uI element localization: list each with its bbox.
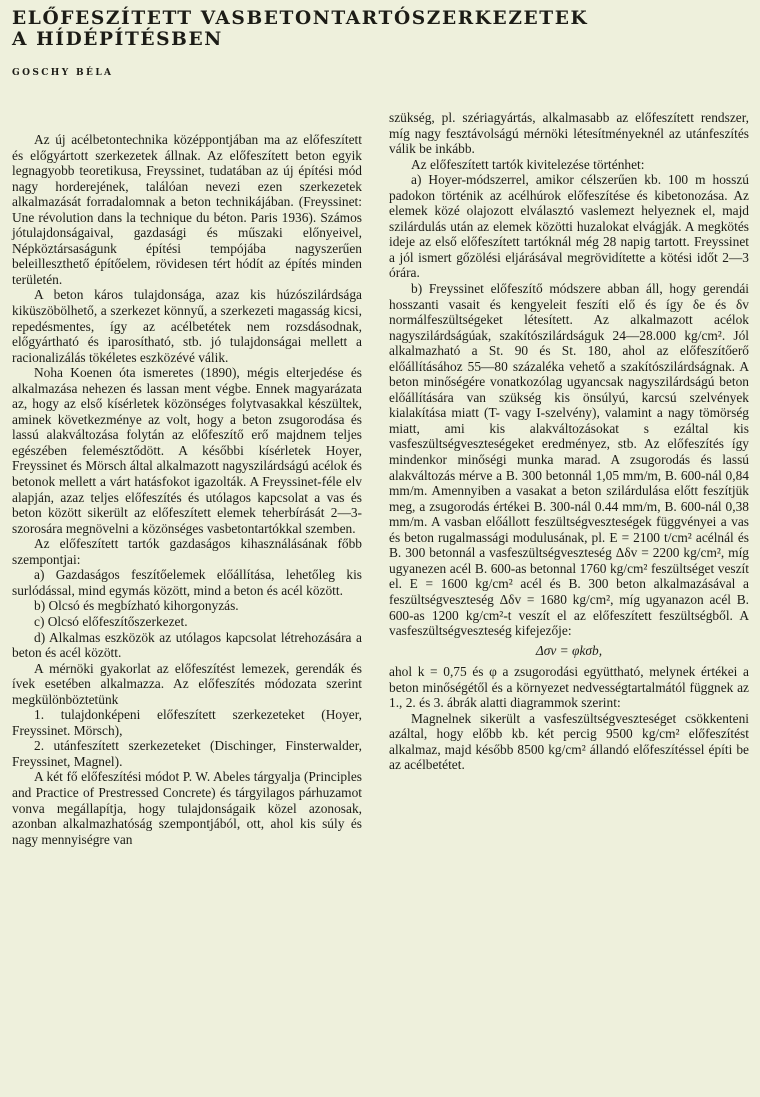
- list-item: b) Freyssinet előfeszítő módszere abban áll, hogy gerendái hosszanti vasait és kengyeleit feszíti elő és így δe és δv normálfeszültségeket létesített. Az alkalmazott acélok nagyszilárdságúak, szakítószilárdságuk 24—28.000 kg/cm². Jól alkalmazható a St. 90 és St. 180, ahol az előfeszítőerő előállításához 55—80 százaléka vehető a szakítószilárdságnak. A beton minőségére vonatkozólag ugyancsak nagyszilárdságú beton előállítására van szükség kis önsúlyú, karcsú szelvények kialakítása miatt (T- vagy I-szelvény), valamint a nagy tömörség miatt, ami kis alakváltozásokat s ezáltal kis vasfeszültségveszteségeket eredményez, stb. Az előfeszítés így mindenkor minőségi munka marad. A zsugorodás és lassú alakváltozás mérve a B. 300 betonnál 1,05 mm/m, B. 600-nál 0,84 mm/m. Amennyiben a vasakat a beton szilárdulása előtt feszítjük meg, a zsugorodás értékei B. 300-nál 0.44 mm/m, B. 600-nál 0,38 mm/m. A vasban előállott feszültségveszteségek függvényei a vas és beton rugalmassági modulusának, pl. E = 2100 t/cm² acélnál és B. 300 betonnál a vasfeszültségveszteség Δδv = 2200 kg/cm², míg ugyanezen acél B. 600-as betonnal 1760 kg/cm² feszültséget veszít el. E = 1600 kg/cm² acél és B. 300 beton alkalmazásával a feszültségveszteség Δδv = 1680 kg/cm², míg ugyanazon acél B. 600-as 1200 kg/cm²-t veszít el az előfeszített feszültségből. A vasfeszültségveszteség kifejezője:: [389, 281, 749, 639]
- list-item: a) Gazdaságos feszítőelemek előállítása, lehetőleg kis surlódással, mind egymás között, mind a beton és acél között.: [12, 567, 362, 598]
- formula: Δσv = φkσb,: [535, 642, 603, 658]
- article-title: [12, 8, 752, 50]
- paragraph: Noha Koenen óta ismeretes (1890), mégis elterjedése és alkalmazása nehezen és lassan ment végbe. Ennek magyarázata az, hogy az első kísérletek közönséges folytvasakkal készültek, aminek következménye az volt, hogy a beton zsugorodása és lassú alakváltozása folytán az előfeszítő erő majdnem teljes egészében felemésztődött. A későbbi kísérletek Hoyer, Freyssinet és Mörsch által alkalmazott nagyszilárdságú acélok és betonok mellett a várt hatásfokot igazolták. A Freyssinet-féle elv alapján, azaz teljes előfeszítés és utólagos kapcsolat a vas és beton között sikerült az előfeszített elemek teherbírását 2—3-szorosára megnövelni a közönséges vasbetontartókkal szemben.: [12, 365, 362, 536]
- left-column: [12, 132, 362, 847]
- paragraph: A mérnöki gyakorlat az előfeszítést lemezek, gerendák és ívek esetében alkalmazza. Az előfeszítés módozata szerint megkülönböztetünk: [12, 660, 362, 707]
- list-item: d) Alkalmas eszközök az utólagos kapcsolat létrehozására a beton és acél között.: [12, 629, 362, 661]
- right-column: [389, 110, 749, 773]
- title-line-1: ELŐFESZÍTETT VASBETONTARTÓSZERKEZETEK: [12, 8, 589, 29]
- list-item: c) Olcsó előfeszítőszerkezet.: [34, 613, 188, 629]
- paragraph: ahol k = 0,75 és φ a zsugorodási együttható, melynek értékei a beton minőségétől és a környezet nedvességtartalmától függnek az 1., 2. és 3. ábrák alatti diagrammok szerint:: [389, 664, 749, 711]
- paragraph: A két fő előfeszítési módot P. W. Abeles tárgyalja (Principles and Practice of Prestressed Concrete) és tárgyilagos párhuzamot vonva megállapítja, hogy tulajdonságaik közel azonosak, azonban alkalmazhatóság szempontjából, ott, ahol kis súly és nagy mennyiségre van: [12, 769, 362, 847]
- paragraph: Az új acélbetontechnika középpontjában ma az előfeszített és előgyártott szerkezetek állnak. Az előfeszített beton egyik legnagyobb teoretikusa, Freyssinet, tudatában az új építési mód nagy horderejének, találóan nevezi ezen szerkezetek alkalmazását forradalomnak a beton technikájában. (Freyssinet: Une révolution dans la technique du béton. Paris 1936). Számos jótulajdonságaival, gazdasági és műszaki előnyeivel, Népköztársaságunk építési tempójába nagyszerűen beleilleszthető építőelem, rövidesen tért hódít az építés minden területén.: [12, 132, 362, 287]
- list-item: 1. tulajdonképeni előfeszített szerkezeteket (Hoyer, Freyssinet. Mörsch),: [12, 707, 362, 738]
- paragraph: A beton káros tulajdonsága, azaz kis húzószilárdsága kiküszöbölhető, a szerkezet könnyű, a szerkezeti magasság kicsi, repedésmentes, így az acélbetétek nem rozsdásodnak, előgyártható és iparosítható, stb. jó tulajdonságai mellett a racionalizálás tökéletes eszközévé válik.: [12, 287, 362, 365]
- list-item: a) Hoyer-módszerrel, amikor célszerűen kb. 100 m hosszú padokon történik az acélhúrok előfeszítése és kibetonozása. Az elemek közé olajozott elválasztó vaslemezt helyeznek el, majd szilárdulás után az elemek közötti huzalokat elvágják. A megkötés ideje az első előfeszített tartóknál még 28 napig tartott. Freyssinet a jól ismert gőzölési eljárásával megrövidítette a kötési időt 2—3 órára.: [389, 172, 749, 281]
- list-item: b) Olcsó és megbízható kihorgonyzás.: [34, 598, 239, 614]
- title-line-2: A HÍDÉPÍTÉSBEN: [12, 29, 223, 50]
- paragraph: Az előfeszített tartók kivitelezése történhet:: [411, 156, 645, 172]
- paragraph: Magnelnek sikerült a vasfeszültségveszteséget csökkenteni azáltal, hogy előbb kb. két percig 9500 kg/cm² előfeszítést alkalmaz, majd később 8500 kg/cm² állandó előfeszítéssel építi be az acélbetétet.: [389, 710, 749, 773]
- list-item: 2. utánfeszített szerkezeteket (Dischinger, Finsterwalder, Freyssinet, Magnel).: [12, 738, 362, 769]
- author-name: GOSCHY BÉLA: [12, 68, 114, 78]
- paragraph: szükség, pl. szériagyártás, alkalmasabb az előfeszített rendszer, míg nagy fesztávolságú mérnöki létesítményeknél az utánfeszítés válik be inkább.: [389, 110, 749, 157]
- paragraph: Az előfeszített tartók gazdaságos kihasználásának főbb szempontjai:: [12, 536, 362, 567]
